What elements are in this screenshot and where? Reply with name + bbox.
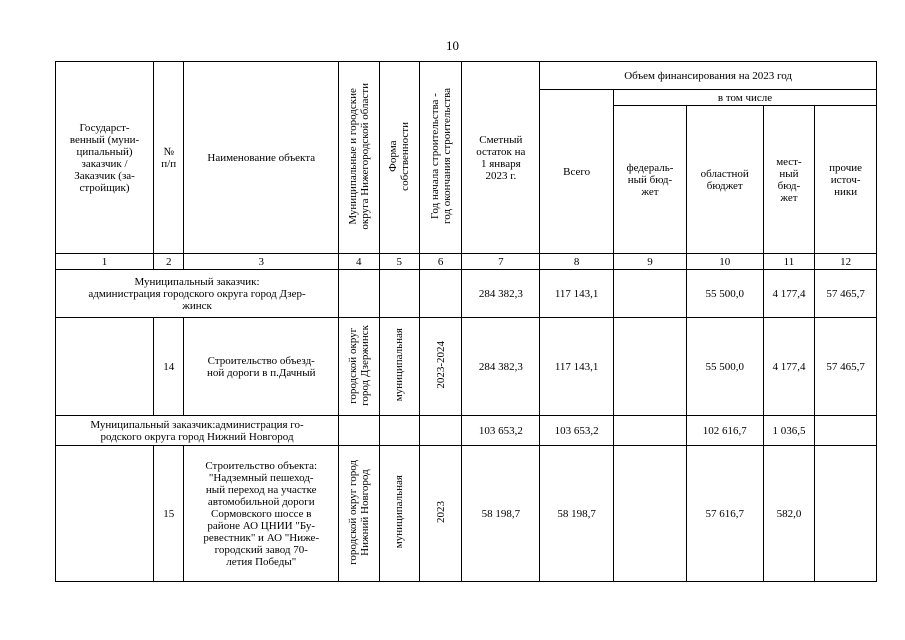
item-regional: 57 616,7 bbox=[686, 446, 763, 582]
item-ownership: муниципальная bbox=[393, 328, 406, 402]
header-other: прочие источ- ники bbox=[815, 106, 877, 254]
empty-cell bbox=[56, 318, 154, 416]
empty-cell bbox=[56, 446, 154, 582]
item-local: 4 177,4 bbox=[763, 318, 815, 416]
group-other: 57 465,7 bbox=[815, 270, 877, 318]
item-row bbox=[56, 446, 877, 582]
empty-cell bbox=[419, 270, 461, 318]
item-years: 2023-2024 bbox=[434, 341, 447, 389]
empty-cell bbox=[339, 270, 379, 318]
header-ownership-cell bbox=[379, 62, 419, 254]
item-municipality: городской округ город Дзержинск bbox=[346, 324, 371, 406]
header-customer: Государст- венный (муни- ципальный) заказчик / Заказчик (за- стройщик) bbox=[56, 62, 154, 254]
item-other: 57 465,7 bbox=[815, 318, 877, 416]
group-federal bbox=[614, 270, 687, 318]
item-total: 58 198,7 bbox=[540, 446, 614, 582]
group-total: 117 143,1 bbox=[540, 270, 614, 318]
empty-cell bbox=[339, 416, 379, 446]
group-federal bbox=[614, 416, 687, 446]
item-years-cell bbox=[419, 318, 461, 416]
page-number: 10 bbox=[446, 38, 459, 53]
empty-cell bbox=[379, 416, 419, 446]
financing-table bbox=[55, 61, 877, 582]
header-years: Год начала строительства - год окончания строительства bbox=[428, 88, 453, 224]
column-number: 11 bbox=[763, 254, 815, 270]
item-municipality: городской округ город Нижний Новгород bbox=[346, 459, 371, 565]
group-regional: 102 616,7 bbox=[686, 416, 763, 446]
column-number: 6 bbox=[419, 254, 461, 270]
item-years: 2023 bbox=[434, 501, 447, 523]
group-estimate: 284 382,3 bbox=[462, 270, 540, 318]
column-number-row bbox=[56, 254, 877, 270]
empty-cell bbox=[419, 416, 461, 446]
header-regional: областной бюджет bbox=[686, 106, 763, 254]
item-regional: 55 500,0 bbox=[686, 318, 763, 416]
header-municipality: Муниципальные и городские округа Нижегородской области bbox=[346, 82, 371, 230]
header-including: в том числе bbox=[614, 90, 877, 106]
item-years-cell bbox=[419, 446, 461, 582]
item-estimate: 284 382,3 bbox=[462, 318, 540, 416]
column-number: 4 bbox=[339, 254, 379, 270]
header-local: мест- ный бюд- жет bbox=[763, 106, 815, 254]
header-federal: федераль- ный бюд- жет bbox=[614, 106, 687, 254]
column-number: 9 bbox=[614, 254, 687, 270]
column-number: 2 bbox=[154, 254, 184, 270]
item-local: 582,0 bbox=[763, 446, 815, 582]
group-customer-label: Муниципальный заказчик:администрация го- родского округа город Нижний Новгород bbox=[56, 416, 339, 446]
item-estimate: 58 198,7 bbox=[462, 446, 540, 582]
column-number: 7 bbox=[462, 254, 540, 270]
item-ownership-cell bbox=[379, 318, 419, 416]
column-number: 12 bbox=[815, 254, 877, 270]
item-name: Строительство объезд- ной дороги в п.Дачный bbox=[184, 318, 339, 416]
empty-cell bbox=[379, 270, 419, 318]
header-estimate-balance: Сметный остаток на 1 января 2023 г. bbox=[462, 62, 540, 254]
column-number: 3 bbox=[184, 254, 339, 270]
item-total: 117 143,1 bbox=[540, 318, 614, 416]
header-object-name: Наименование объекта bbox=[184, 62, 339, 254]
column-number: 1 bbox=[56, 254, 154, 270]
column-number: 8 bbox=[540, 254, 614, 270]
item-federal bbox=[614, 318, 687, 416]
header-municipality-cell bbox=[339, 62, 379, 254]
group-local: 4 177,4 bbox=[763, 270, 815, 318]
item-row bbox=[56, 318, 877, 416]
group-local: 1 036,5 bbox=[763, 416, 815, 446]
group-row bbox=[56, 416, 877, 446]
item-name: Строительство объекта: "Надземный пешеход- ный переход на участке автомобильной дороги Сормовского шоссе в районе АО ЦНИИ "Бу- ревестник" и АО "Ниже- городский завод 70- летия Победы" bbox=[184, 446, 339, 582]
item-number: 14 bbox=[154, 318, 184, 416]
header-years-cell bbox=[419, 62, 461, 254]
item-number: 15 bbox=[154, 446, 184, 582]
header-total: Всего bbox=[540, 90, 614, 254]
item-municipality-cell bbox=[339, 446, 379, 582]
group-regional: 55 500,0 bbox=[686, 270, 763, 318]
header-financing-total: Объем финансирования на 2023 год bbox=[540, 62, 877, 90]
group-other bbox=[815, 416, 877, 446]
header-number: № п/п bbox=[154, 62, 184, 254]
item-other bbox=[815, 446, 877, 582]
item-municipality-cell bbox=[339, 318, 379, 416]
column-number: 10 bbox=[686, 254, 763, 270]
group-total: 103 653,2 bbox=[540, 416, 614, 446]
item-ownership-cell bbox=[379, 446, 419, 582]
group-customer-label: Муниципальный заказчик: администрация городского округа город Дзер- жинск bbox=[56, 270, 339, 318]
item-ownership: муниципальная bbox=[393, 475, 406, 549]
column-number: 5 bbox=[379, 254, 419, 270]
group-estimate: 103 653,2 bbox=[462, 416, 540, 446]
group-row bbox=[56, 270, 877, 318]
item-federal bbox=[614, 446, 687, 582]
header-ownership: Форма собственности bbox=[387, 121, 412, 191]
